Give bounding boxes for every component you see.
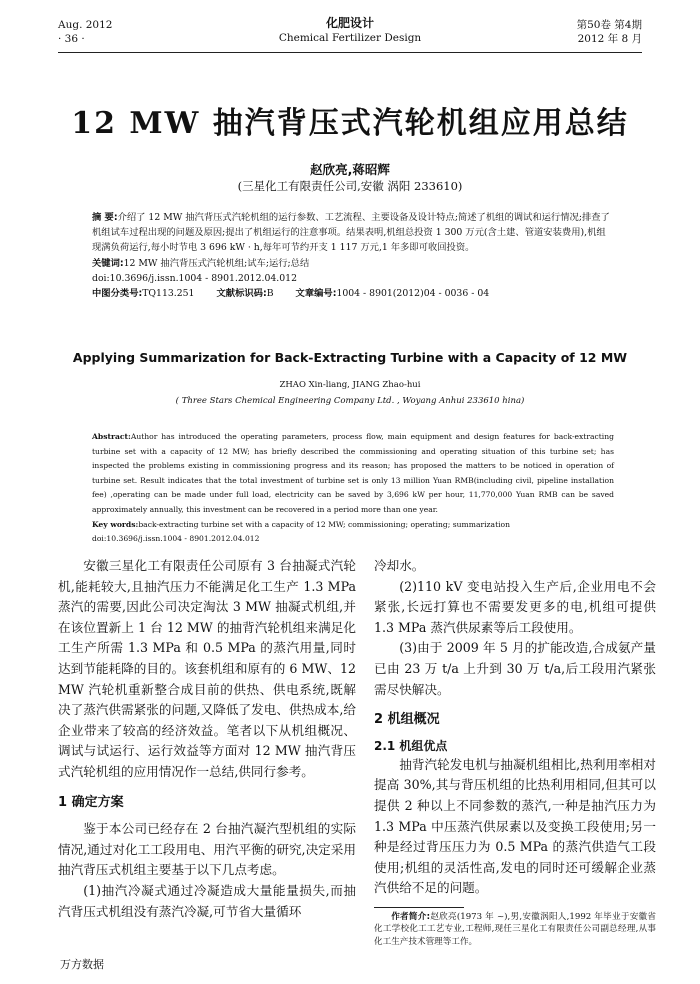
abstract-en-label: Abstract: [92, 432, 131, 441]
section-1-paragraph-3: (2)110 kV 变电站投入生产后,企业用电不会紧张,长远打算也不需要发更多的电,机组可提供 1.3 MPa 蒸汽供尿素等后工段使用。 [374, 578, 656, 635]
section-2-1-heading: 2.1 机组优点 [374, 738, 448, 753]
section-1-paragraph-4: (3)由于 2009 年 5 月的扩能改造,合成氨产量已由 23 万 t/a 上升到 30 万 t/a,后工段用汽紧张需尽快解决。 [374, 640, 656, 697]
english-affiliation: ( Three Stars Chemical Engineering Company Ltd. , Woyang Anhui 233610 hina) [175, 396, 525, 406]
footnote-label: 作者简介: [391, 911, 431, 922]
journal-name-en: Chemical Fertilizer Design [278, 32, 422, 44]
keywords-en [92, 518, 614, 533]
header-issue-date: 2012 年 8 月 [577, 33, 642, 45]
article-no-label: 文章编号: [295, 288, 337, 300]
abstract-cn-paragraph [92, 210, 612, 256]
keywords-en-text: back-extracting turbine set with a capacity of 12 MW; commissioning; operating; summarization [138, 519, 511, 529]
abstract-cn-text: 介绍了 12 MW 抽汽背压式汽轮机组的运行参数、工艺流程、主要设备及设计特点;简述了机组的调试和运行情况;排查了机组试车过程出现的问题及原因;提出了机组运行的注意事项。结果表明,机组总投资 1 300 万元(含土建、管道安装费用),机组现满负荷运行,每小时节电 3 696 kW · h,每年可节约开支 1 117 万元,1 年多即可收回投资。 [92, 212, 610, 254]
english-authors: ZHAO Xin-liang, JIANG Zhao-hui [279, 380, 421, 390]
section-2-1-paragraph: 抽背汽轮发电机与抽凝机组相比,热利用率相对提高 30%,其与背压机组的比热利用相同,但其可以提供 2 种以上不同参数的蒸汽,一种是抽汽压力为 1.3 MPa 中压蒸汽供尿素以及变换工段使用;另一种是经过背压压力为 0.5 MPa 的蒸汽供造气工段使用;机组的灵活性高,发电的同时还可缓解企业蒸汽供给不足的问题。 [374, 756, 656, 896]
intro-paragraph: 安徽三星化工有限责任公司原有 3 台抽凝式汽轮机,能耗较大,且抽汽压力不能满足化工生产 1.3 MPa 蒸汽的需要,因此公司决定淘汰 3 MW 抽凝式机组,并在该位置新上 1 台 12 MW 的抽背汽轮机组来满足化工生产所需 1.3 MPa 和 0.5 MPa 的蒸汽用量,同时达到节能耗降的目的。该套机组和原有的 6 MW、12 MW 汽轮机重新整合成目前的供热、供电系统,既解决了蒸汽供需紧张的问题,又降低了发电、供热成本,给企业带来了较高的经济效益。笔者以下从机组概况、调试与试运行、运行效益等方面对 12 MW 抽汽背压式汽轮机组的应用情况作一总结,供同行参考。 [58, 558, 356, 779]
footnote-text: 赵欣亮(1973 年 ~),男,安徽涡阳人,1992 年毕业于安徽省化工学校化工工艺专业,工程师,现任三星化工有限责任公司副总经理,从事化工生产技术管理等工作。 [374, 911, 656, 947]
section-1-paragraph-1: 鉴于本公司已经存在 2 台抽汽凝汽型机组的实际情况,通过对化工工段用电、用汽平衡的研究,决定采用抽汽背压式机组主要基于以下几点考虑。 [58, 821, 356, 878]
classification-line [92, 286, 612, 301]
journal-name-cn: 化肥设计 [325, 16, 374, 30]
keywords-cn-label: 关键词: [92, 257, 124, 269]
keywords-cn [92, 256, 612, 271]
article-affiliation: (三星化工有限责任公司,安徽 涡阳 233610) [237, 179, 463, 193]
doi-en: doi:10.3696/j.issn.1004 - 8901.2012.04.012 [92, 534, 260, 544]
header-date: Aug. 2012 [58, 19, 113, 31]
keywords-cn-text: 12 MW 抽汽背压式汽轮机组;试车;运行;总结 [123, 257, 310, 269]
doc-code-label: 文献标识码: [216, 288, 267, 300]
clc-value: TQ113.251 [142, 288, 195, 300]
header-volume: 第50卷 第4期 [576, 19, 642, 31]
section-1-heading: 1 确定方案 [58, 794, 124, 810]
keywords-en-label: Key words: [92, 519, 139, 529]
english-abstract [92, 430, 614, 547]
clc-label: 中图分类号: [92, 288, 143, 300]
footnote-divider [374, 907, 464, 908]
header-right [577, 18, 642, 46]
doi-cn: doi:10.3696/j.issn.1004 - 8901.2012.04.012 [92, 272, 297, 284]
doc-code-value: B [266, 288, 274, 300]
body-left-column [58, 556, 356, 922]
abstract-cn-label: 摘 要: [92, 212, 118, 223]
continued-text: 冷却水。 [374, 558, 425, 573]
section-2-heading: 2 机组概况 [374, 712, 440, 728]
body-right-column [374, 556, 656, 948]
watermark-text: 万方数据 [60, 958, 104, 971]
english-title: Applying Summarization for Back-Extracting Turbine with a Capacity of 12 MW [72, 350, 628, 365]
article-authors: 赵欣亮,蒋昭辉 [310, 162, 390, 177]
abstract-en-paragraph [92, 430, 614, 518]
abstract-en-text: Author has introduced the operating parameters, process flow, main equipment and design features for back-extracting turbine set with a capacity of 12 MW; has briefly described the commissioning and operating situation of this turbine set; has inspected the problems existing in commissioning progress and its reason; has proposed the matters to be noticed in operation of turbine set. Result indicates that the total investment of turbine set is only 13 million Yuan RMB(including civil, pipeline installation fee) ,operating can be made under full load, electricity can be saved by 3,696 kW per hour, 11,770,000 Yuan RMB can be saved approximately annually, this investment can be recovered in a period more than one year. [92, 432, 614, 514]
section-1-paragraph-2: (1)抽汽冷凝式通过冷凝造成大量能量损失,而抽汽背压式机组没有蒸汽冷凝,可节省大量循环 [58, 882, 356, 919]
article-title: 12 MW 抽汽背压式汽轮机组应用总结 [71, 106, 629, 141]
article-no-value: 1004 - 8901(2012)04 - 0036 - 04 [336, 288, 490, 300]
chinese-abstract [92, 210, 612, 301]
author-footnote [374, 911, 656, 949]
header-center [58, 16, 642, 46]
header-page-number: · 36 · [58, 33, 85, 45]
running-header [58, 16, 642, 53]
